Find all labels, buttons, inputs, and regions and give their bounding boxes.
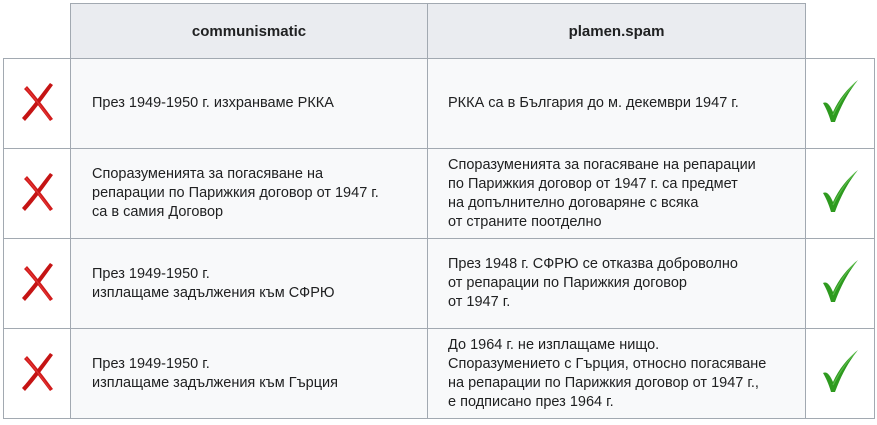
cell-text-line: на допълнително договаряне с всяка: [448, 194, 699, 211]
table-row: [4, 149, 875, 239]
right-mark-cell: [806, 59, 875, 149]
right-mark-cell: [806, 149, 875, 239]
green-check-icon: [820, 167, 860, 215]
red-x-icon: [17, 167, 57, 215]
cell-text-line: репарации по Парижкия договор от 1947 г.: [92, 185, 379, 201]
table-row: [4, 329, 875, 419]
cell-text-line: През 1949-1950 г.: [92, 355, 210, 372]
cell-text-line: по Парижкия договор от 1947 г. са предмет: [448, 175, 738, 192]
plamen-spam-cell: [428, 329, 806, 419]
red-x-icon: [17, 347, 57, 395]
cell-text-line: Споразуменията за погасяване на: [92, 166, 324, 182]
cell-text-line: Споразумението с Гърция, относно погасяване: [448, 355, 767, 372]
plamen-spam-cell: [428, 149, 806, 239]
header-blank-left: [4, 4, 71, 59]
left-mark-cell: [4, 329, 71, 419]
left-mark-cell: [4, 239, 71, 329]
green-check-icon: [820, 77, 860, 125]
plamen-spam-cell: [428, 239, 806, 329]
right-mark-cell: [806, 329, 875, 419]
communismatic-cell: [71, 149, 428, 239]
communismatic-cell: [71, 59, 428, 149]
cell-text-line: До 1964 г. не изплащаме нищо.: [448, 336, 660, 353]
left-mark-cell: [4, 59, 71, 149]
comparison-table: [3, 3, 875, 419]
cell-text-line: Споразуменията за погасяване на репарации: [448, 156, 756, 173]
cell-text-line: През 1948 г. СФРЮ се отказва доброволно: [448, 256, 738, 272]
cell-text-line: е подписано през 1964 г.: [448, 393, 614, 410]
cell-text-line: са в самия Договор: [92, 204, 224, 220]
red-x-icon: [17, 257, 57, 305]
cell-text-line: на репарации по Парижкия договор от 1947 г.,: [448, 374, 759, 391]
cell-text-line: от страните поотделно: [448, 213, 602, 230]
header-plamen-spam: plamen.spam: [428, 4, 806, 59]
red-x-icon: [17, 77, 57, 125]
plamen-spam-cell: [428, 59, 806, 149]
cell-text-line: През 1949-1950 г.: [92, 265, 210, 282]
communismatic-cell: [71, 239, 428, 329]
cell-text-line: изплащаме задължения към СФРЮ: [92, 284, 335, 301]
table-row: [4, 59, 875, 149]
cell-text-line: от 1947 г.: [448, 294, 511, 310]
cell-text-line: РККА са в България до м. декември 1947 г.: [448, 95, 739, 111]
cell-text-line: През 1949-1950 г. изхранваме РККА: [92, 95, 334, 111]
green-check-icon: [820, 347, 860, 395]
cell-text-line: от репарации по Парижкия договор: [448, 275, 687, 291]
right-mark-cell: [806, 239, 875, 329]
header-communismatic: communismatic: [71, 4, 428, 59]
left-mark-cell: [4, 149, 71, 239]
cell-text-line: изплащаме задължения към Гърция: [92, 374, 338, 391]
communismatic-cell: [71, 329, 428, 419]
table-row: [4, 239, 875, 329]
green-check-icon: [820, 257, 860, 305]
header-blank-right: [806, 4, 875, 59]
header-row: [4, 4, 875, 59]
